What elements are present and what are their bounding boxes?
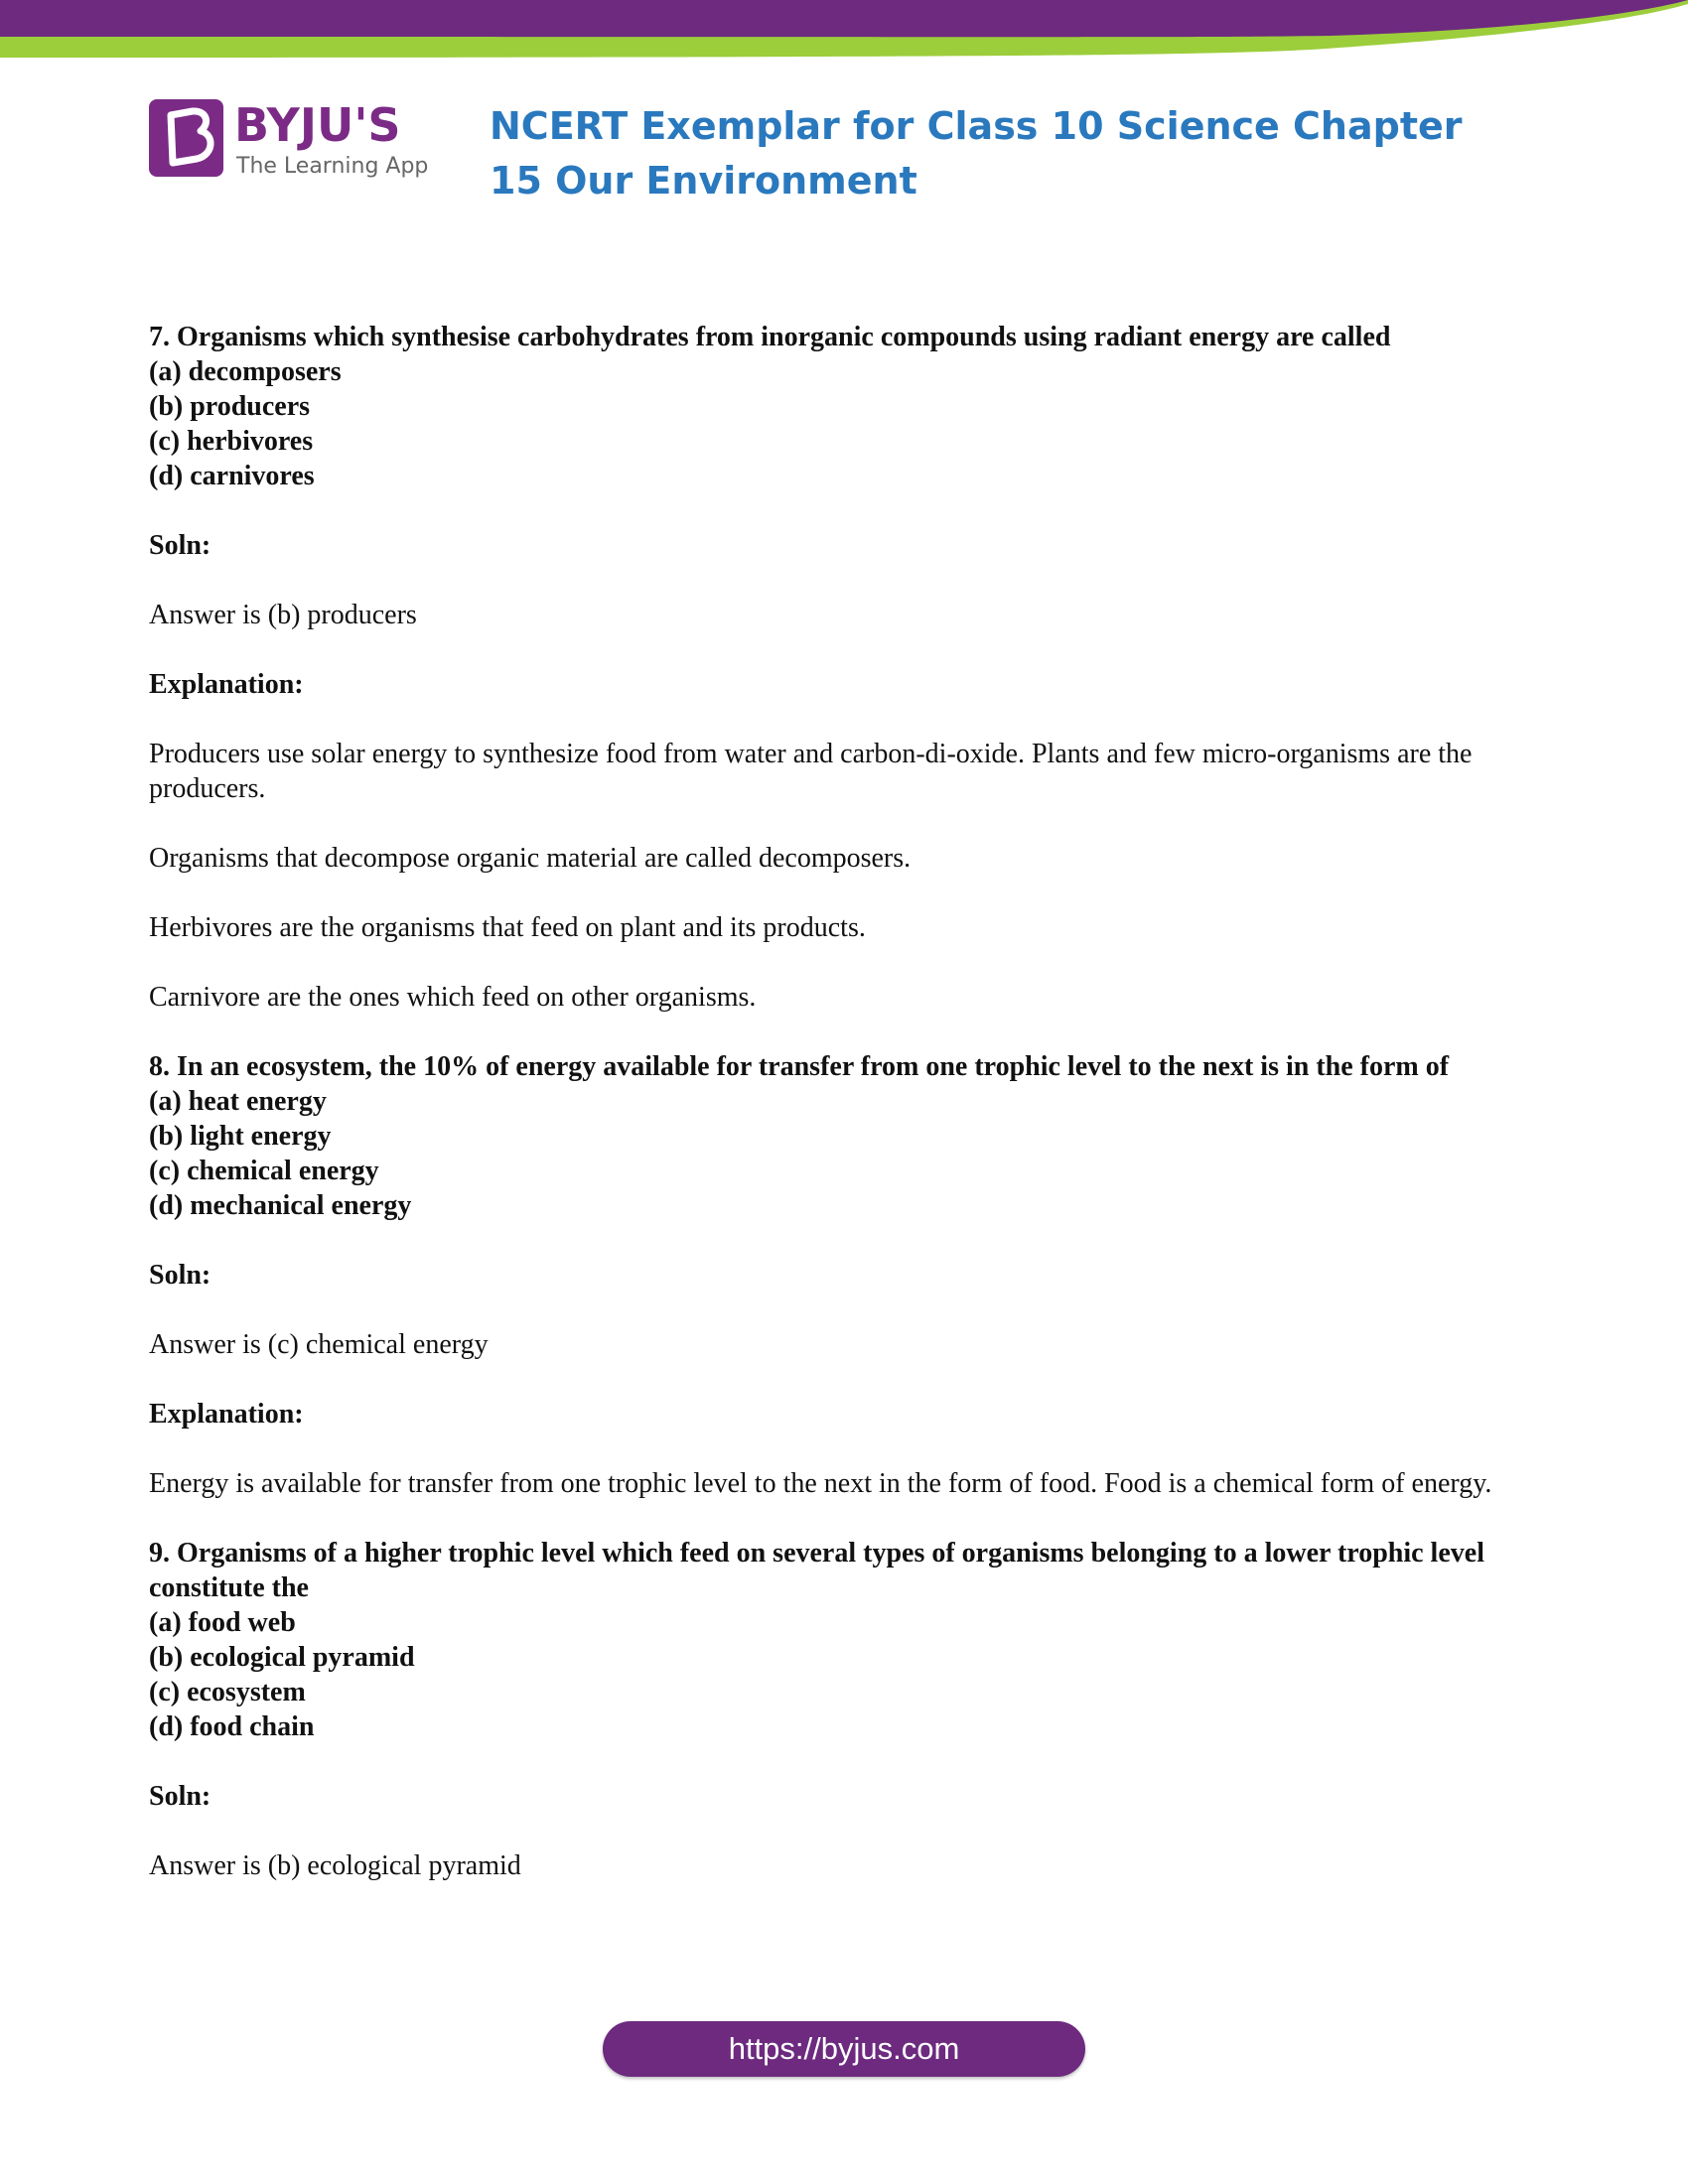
q7-explanation-3: Herbivores are the organisms that feed on plant and its products.: [149, 912, 866, 943]
footer-url-link[interactable]: https://byjus.com: [603, 2021, 1085, 2077]
q7-option-c: (c) herbivores: [149, 426, 314, 457]
q7-answer: Answer is (b) producers: [149, 600, 417, 630]
q9-option-c: (c) ecosystem: [149, 1677, 306, 1707]
q8-option-a: (a) heat energy: [149, 1086, 327, 1117]
byjus-b-logo-icon: [149, 99, 223, 177]
document-title: NCERT Exemplar for Class 10 Science Chapter 15 Our Environment: [490, 104, 1463, 203]
q9-option-b: (b) ecological pyramid: [149, 1642, 415, 1673]
byjus-logo: [149, 97, 437, 187]
q8-explanation-1: Energy is available for transfer from one trophic level to the next in the form of food. Food is a chemical form of energy.: [149, 1468, 1492, 1499]
q7-option-b: (b) producers: [149, 391, 311, 422]
question-8: 8. In an ecosystem, the 10% of energy available for transfer from one trophic level to the next is in the form of: [149, 1051, 1450, 1082]
question-9: 9. Organisms of a higher trophic level which feed on several types of organisms belonging to a lower trophic level constitute the: [149, 1538, 1484, 1603]
q9-answer: Answer is (b) ecological pyramid: [149, 1850, 521, 1881]
q8-answer: Answer is (c) chemical energy: [149, 1329, 489, 1360]
q7-soln-label: Soln:: [149, 530, 211, 561]
q8-option-b: (b) light energy: [149, 1121, 332, 1152]
q9-soln-label: Soln:: [149, 1781, 211, 1812]
top-decorative-band: [0, 0, 1688, 60]
q9-option-d: (d) food chain: [149, 1711, 315, 1742]
q8-soln-label: Soln:: [149, 1260, 211, 1291]
question-7: 7. Organisms which synthesise carbohydrates from inorganic compounds using radiant energy are called: [149, 322, 1391, 352]
q7-explanation-4: Carnivore are the ones which feed on other organisms.: [149, 982, 757, 1013]
q7-explanation-1: Producers use solar energy to synthesize food from water and carbon-di-oxide. Plants and few micro-organisms are the producers.: [149, 739, 1473, 804]
q7-explanation-label: Explanation:: [149, 669, 304, 700]
svg-text:BYJU'S: BYJU'S: [234, 98, 401, 152]
svg-text:The Learning App: The Learning App: [236, 154, 429, 179]
q8-option-c: (c) chemical energy: [149, 1156, 379, 1186]
q7-option-a: (a) decomposers: [149, 356, 342, 387]
q7-option-d: (d) carnivores: [149, 461, 315, 491]
q9-option-a: (a) food web: [149, 1607, 296, 1638]
document-body: [149, 320, 1539, 1883]
q7-explanation-2: Organisms that decompose organic material are called decomposers.: [149, 843, 912, 874]
q8-option-d: (d) mechanical energy: [149, 1190, 412, 1221]
q8-explanation-label: Explanation:: [149, 1399, 304, 1430]
